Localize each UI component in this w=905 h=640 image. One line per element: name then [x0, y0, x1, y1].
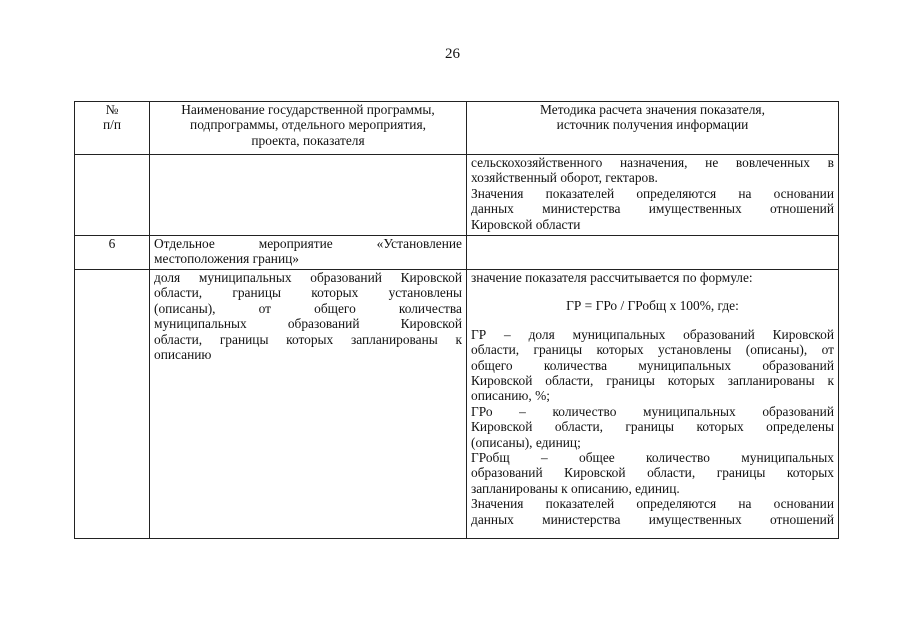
- text-line: Отдельное мероприятие «Установление: [154, 236, 462, 251]
- header-number-line: №: [105, 102, 119, 117]
- cell-number-empty: [75, 155, 150, 236]
- text-line: данных министерства имущественных отношений: [471, 201, 834, 217]
- cell-method-empty: [467, 236, 839, 270]
- header-method-line: Методика расчета значения показателя,: [540, 102, 765, 117]
- table-header-row: [75, 102, 839, 155]
- text-line: области, границы которых установлены (описаны), от: [471, 342, 834, 358]
- text-line: Значения показателей определяются на основании: [471, 496, 834, 512]
- cell-name-empty: [150, 155, 467, 236]
- header-name-line: Наименование государственной программы,: [181, 102, 435, 117]
- page-number: 26: [445, 46, 460, 62]
- text-line: местоположения границ»: [154, 251, 299, 267]
- cell-activity-name: [150, 236, 467, 270]
- cell-method-continuation: [467, 155, 839, 236]
- table-row: [75, 236, 839, 270]
- header-name: [150, 102, 467, 155]
- text-line: Кировской области, границы которых определены: [471, 419, 834, 435]
- text-line: ГРобщ – общее количество муниципальных: [471, 450, 834, 466]
- text-line: области, границы которых установлены: [154, 285, 462, 301]
- header-method: [467, 102, 839, 155]
- text-line: муниципальных образований Кировской: [154, 316, 462, 332]
- text-line: описанию, %;: [471, 388, 550, 404]
- header-method-line: источник получения информации: [556, 117, 749, 133]
- text-line: (описаны), единиц;: [471, 434, 581, 450]
- table-row: [75, 155, 839, 236]
- header-number: [75, 102, 150, 155]
- text-line: ГРо – количество муниципальных образований: [471, 403, 834, 419]
- header-number-line: п/п: [102, 117, 122, 133]
- text-line: сельскохозяйственного назначения, не вовлеченных в: [471, 155, 834, 170]
- text-line: описанию: [154, 347, 212, 363]
- text-line: ГР – доля муниципальных образований Кировской: [471, 326, 834, 342]
- text-line: образований Кировской области, границы которых: [471, 465, 834, 481]
- text-line: запланированы к описанию, единиц.: [471, 480, 680, 496]
- text-line: хозяйственный оборот, гектаров.: [471, 170, 658, 186]
- row-number: 6: [75, 236, 150, 270]
- text-line: доля муниципальных образований Кировской: [154, 270, 462, 285]
- cell-indicator-name: [150, 270, 467, 539]
- text-line: Кировской области: [471, 216, 581, 232]
- text-line: общего количества муниципальных образований: [471, 357, 834, 373]
- formula-intro: значение показателя рассчитывается по формуле:: [471, 270, 753, 285]
- text-line: Кировской области, границы которых запланированы к: [471, 373, 834, 389]
- table-row: [75, 270, 839, 539]
- cell-indicator-method: [467, 270, 839, 539]
- text-line: (описаны), от общего количества: [154, 300, 462, 316]
- header-name-line: проекта, показателя: [251, 132, 365, 148]
- text-line: данных министерства имущественных отношений: [471, 511, 834, 527]
- formula: ГР = ГРо / ГРобщ х 100%, где:: [566, 298, 739, 314]
- cell-number-empty: [75, 270, 150, 539]
- text-line: Значения показателей определяются на основании: [471, 185, 834, 201]
- indicator-table: [74, 101, 839, 539]
- header-name-line: подпрограммы, отдельного мероприятия,: [190, 117, 426, 133]
- text-line: области, границы которых запланированы к: [154, 331, 462, 347]
